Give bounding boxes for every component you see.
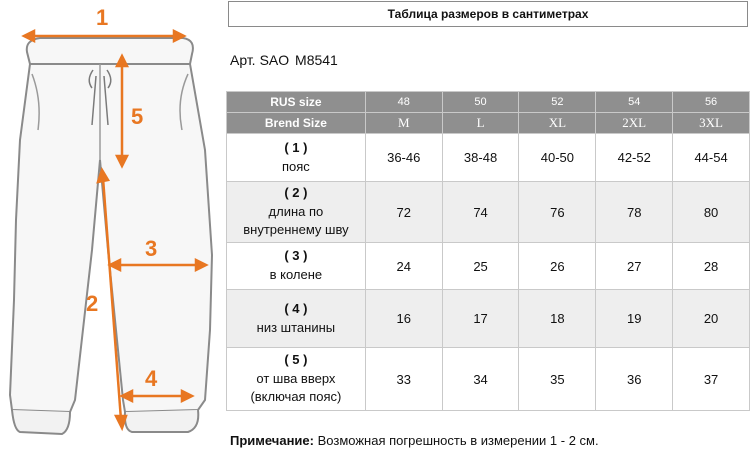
article-code: SAO M8541 — [259, 52, 338, 68]
header-brand-value: 3XL — [673, 113, 750, 134]
table-cell: 20 — [673, 290, 750, 348]
row-code: ( 3 ) — [284, 248, 308, 264]
table-cell: 80 — [673, 182, 750, 243]
page-title: Таблица размеров в сантиметрах — [387, 7, 589, 21]
table-cell: 19 — [596, 290, 673, 348]
header-brand-value: XL — [519, 113, 596, 134]
row-label-line: в колене — [269, 267, 323, 282]
row-code: ( 5 ) — [284, 351, 308, 367]
row-label-line: от шва вверх — [256, 370, 336, 386]
row-label-line: длина по — [268, 203, 324, 219]
header-rus-value: 50 — [442, 92, 519, 113]
row-label-line: пояс — [282, 158, 310, 174]
table-cell: 18 — [519, 290, 596, 348]
row-label — [227, 182, 366, 243]
header-rus-value: 52 — [519, 92, 596, 113]
table-cell: 25 — [442, 243, 519, 290]
table-cell: 76 — [519, 182, 596, 243]
table-cell: 78 — [596, 182, 673, 243]
table-cell: 33 — [365, 348, 442, 411]
table-cell: 44-54 — [673, 134, 750, 182]
table-row — [227, 134, 750, 182]
header-rus-value: 54 — [596, 92, 673, 113]
footnote — [230, 433, 599, 448]
table-cell: 38-48 — [442, 134, 519, 182]
table-row — [227, 348, 750, 411]
label-5: 5 — [131, 104, 144, 129]
article-label: Арт. — [230, 52, 256, 68]
table-cell: 17 — [442, 290, 519, 348]
table-row — [227, 290, 750, 348]
label-4: 4 — [145, 366, 158, 391]
table-cell: 42-52 — [596, 134, 673, 182]
table-cell: 36 — [596, 348, 673, 411]
row-code: ( 4 ) — [284, 300, 308, 316]
header-brand-value: M — [365, 113, 442, 134]
row-label-line: (включая пояс) — [250, 389, 342, 405]
table-cell: 28 — [673, 243, 750, 290]
row-label — [227, 243, 366, 290]
table-cell: 37 — [673, 348, 750, 411]
row-label-line: внутреннему шву — [243, 222, 349, 238]
header-brand-label: Brend Size — [227, 113, 366, 134]
pants-drawing — [0, 0, 225, 452]
table-cell: 74 — [442, 182, 519, 243]
table-cell: 34 — [442, 348, 519, 411]
table-row — [227, 243, 750, 290]
row-label — [227, 348, 366, 411]
article-line — [230, 52, 338, 68]
table-cell: 16 — [365, 290, 442, 348]
table-cell: 26 — [519, 243, 596, 290]
note-label: Примечание: — [230, 433, 314, 448]
pants-diagram — [0, 0, 225, 452]
header-rus-value: 48 — [365, 92, 442, 113]
table-cell: 27 — [596, 243, 673, 290]
table-cell: 36-46 — [365, 134, 442, 182]
label-3: 3 — [145, 236, 158, 261]
table-cell: 35 — [519, 348, 596, 411]
size-table — [226, 91, 750, 411]
header-rus-label: RUS size — [227, 92, 366, 113]
label-2: 2 — [86, 291, 99, 316]
row-label-line: низ штанины — [256, 319, 336, 335]
label-1: 1 — [96, 5, 109, 30]
header-rus-value: 56 — [673, 92, 750, 113]
header-brand-value: 2XL — [596, 113, 673, 134]
row-label — [227, 134, 366, 182]
row-label — [227, 290, 366, 348]
row-code: ( 2 ) — [284, 184, 308, 200]
note-text: Возможная погрешность в измерении 1 - 2 см. — [317, 433, 599, 448]
header-row-rus — [227, 92, 750, 113]
header-row-brand — [227, 113, 750, 134]
title-box — [228, 1, 748, 27]
table-row — [227, 182, 750, 243]
table-cell: 24 — [365, 243, 442, 290]
table-cell: 40-50 — [519, 134, 596, 182]
row-code: ( 1 ) — [284, 139, 308, 155]
header-brand-value: L — [442, 113, 519, 134]
table-cell: 72 — [365, 182, 442, 243]
